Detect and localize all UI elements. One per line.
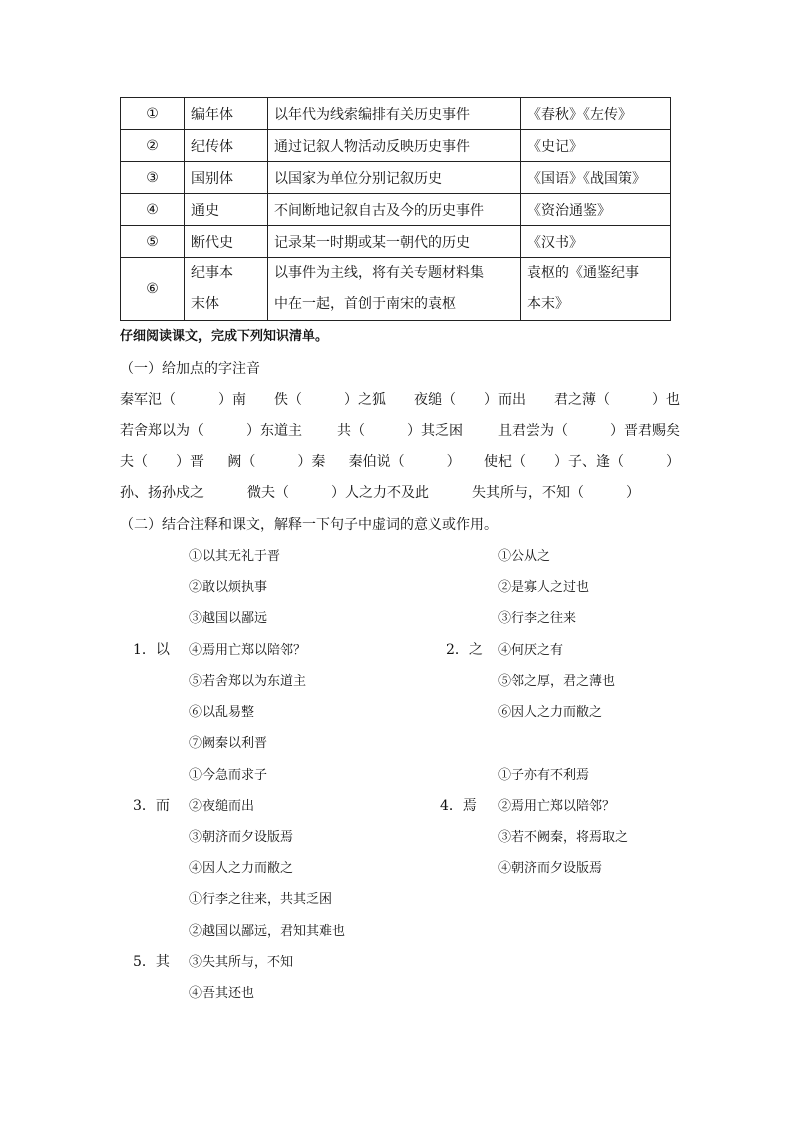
table-row	[121, 130, 671, 162]
genre-type: 通史	[185, 194, 268, 226]
group-label: 4．焉	[440, 798, 477, 814]
genre-description: 不间断地记叙自古及今的历史事件	[268, 194, 521, 226]
pinyin-item: 夜缒（ ）而出	[414, 392, 526, 408]
example-sentence: ①以其无礼于晋	[189, 549, 281, 564]
example-sentence: ④何厌之有	[498, 643, 564, 658]
table-row	[121, 162, 671, 194]
genre-example-line: 袁枢的《通鉴纪事	[527, 265, 639, 281]
genre-description-line: 中在一起，首创于南宋的袁枢	[274, 296, 456, 312]
section1-title: （一）给加点的字注音	[120, 361, 260, 377]
example-sentence: ③行李之往来	[498, 611, 577, 626]
pinyin-item: 佚（ ）之狐	[274, 392, 386, 408]
table-row	[121, 226, 671, 258]
example-sentence: ⑥以乱易整	[189, 705, 255, 720]
table-row	[121, 194, 671, 226]
genre-example: 《汉书》	[521, 226, 671, 258]
genre-example: 《史记》	[521, 130, 671, 162]
example-sentence: ④吾其还也	[189, 986, 255, 1001]
row-number: ⑥	[121, 258, 185, 321]
genre-description: 通过记叙人物活动反映历史事件	[268, 130, 521, 162]
example-sentence: ③若不阙秦，将焉取之	[498, 830, 629, 845]
row-number: ②	[121, 130, 185, 162]
section2-title: （二）结合注释和课文，解释一下句子中虚词的意义或作用。	[120, 517, 498, 533]
row-number: ⑤	[121, 226, 185, 258]
genre-type: 断代史	[185, 226, 268, 258]
pinyin-row	[120, 482, 640, 502]
pinyin-item: 使杞（ ）子、逢（ ）	[483, 454, 680, 470]
genre-description: 记录某一时期或某一朝代的历史	[268, 226, 521, 258]
example-sentence: ①公从之	[498, 549, 551, 564]
genre-example: 《国语》《战国策》	[521, 162, 671, 194]
genre-type-line: 纪事本	[191, 265, 233, 281]
example-sentence: ②敢以烦执事	[189, 580, 268, 595]
group-label: 2．之	[446, 642, 483, 658]
genre-type-line: 末体	[191, 296, 219, 312]
row-number: ④	[121, 194, 185, 226]
genre-example: 《春秋》《左传》	[521, 98, 671, 130]
pinyin-row	[120, 451, 680, 471]
example-sentence: ④因人之力而敝之	[189, 861, 294, 876]
pinyin-row	[120, 389, 680, 409]
table-row	[121, 98, 671, 130]
pinyin-item: 夫（ ）晋	[120, 454, 204, 470]
group-label: 1．以	[133, 642, 170, 658]
pinyin-item: 阙（ ）秦	[227, 454, 326, 470]
pinyin-item: 君之薄（ ）也	[554, 392, 680, 408]
history-genre-table	[120, 97, 671, 321]
pinyin-item: 若舍郑以为（ ）东道主	[120, 423, 302, 439]
genre-example: 《资治通鉴》	[521, 194, 671, 226]
genre-description	[268, 258, 521, 321]
genre-description: 以国家为单位分别记叙历史	[268, 162, 521, 194]
pinyin-item: 微夫（ ）人之力不及此	[247, 485, 429, 501]
example-sentence: ①子亦有不利焉	[498, 768, 590, 783]
group-label: 5．其	[133, 954, 170, 970]
example-sentence: ②焉用亡郑以陪邻？	[498, 799, 616, 814]
example-sentence: ⑤邻之厚，君之薄也	[498, 674, 616, 689]
genre-example-line: 本末》	[527, 296, 569, 312]
genre-example	[521, 258, 671, 321]
example-sentence: ⑦阙秦以利晋	[189, 736, 268, 751]
example-sentence: ⑥因人之力而敝之	[498, 705, 603, 720]
genre-type: 编年体	[185, 98, 268, 130]
pinyin-item: 孙、扬孙戍之	[120, 485, 204, 501]
example-sentence: ⑤若舍郑以为东道主	[189, 674, 307, 689]
example-sentence: ③失其所与，不知	[189, 955, 294, 970]
row-number: ①	[121, 98, 185, 130]
pinyin-item: 失其所与，不知（ ）	[472, 485, 640, 501]
pinyin-row	[120, 420, 680, 440]
pinyin-item: 共（ ）其乏困	[337, 423, 463, 439]
pinyin-item: 且君尝为（ ）晋君赐矣	[498, 423, 680, 439]
genre-description: 以年代为线索编排有关历史事件	[268, 98, 521, 130]
group-label: 3．而	[133, 798, 170, 814]
example-sentence: ②是寡人之过也	[498, 580, 590, 595]
example-sentence: ③越国以鄙远	[189, 611, 268, 626]
example-sentence: ④焉用亡郑以陪邻？	[189, 643, 307, 658]
example-sentence: ①行李之往来，共其乏困	[189, 892, 333, 907]
instruction-text: 仔细阅读课文，完成下列知识清单。	[120, 329, 329, 344]
pinyin-item: 秦军氾（ ）南	[120, 392, 246, 408]
genre-type: 纪传体	[185, 130, 268, 162]
genre-type: 国别体	[185, 162, 268, 194]
table-row	[121, 258, 671, 321]
genre-type	[185, 258, 268, 321]
example-sentence: ①今急而求子	[189, 768, 268, 783]
genre-description-line: 以事件为主线，将有关专题材料集	[274, 265, 484, 281]
row-number: ③	[121, 162, 185, 194]
example-sentence: ②夜缒而出	[189, 799, 255, 814]
pinyin-item: 秦伯说（ ）	[348, 454, 461, 470]
example-sentence: ②越国以鄙远，君知其难也	[189, 924, 346, 939]
example-sentence: ④朝济而夕设版焉	[498, 861, 603, 876]
example-sentence: ③朝济而夕设版焉	[189, 830, 294, 845]
